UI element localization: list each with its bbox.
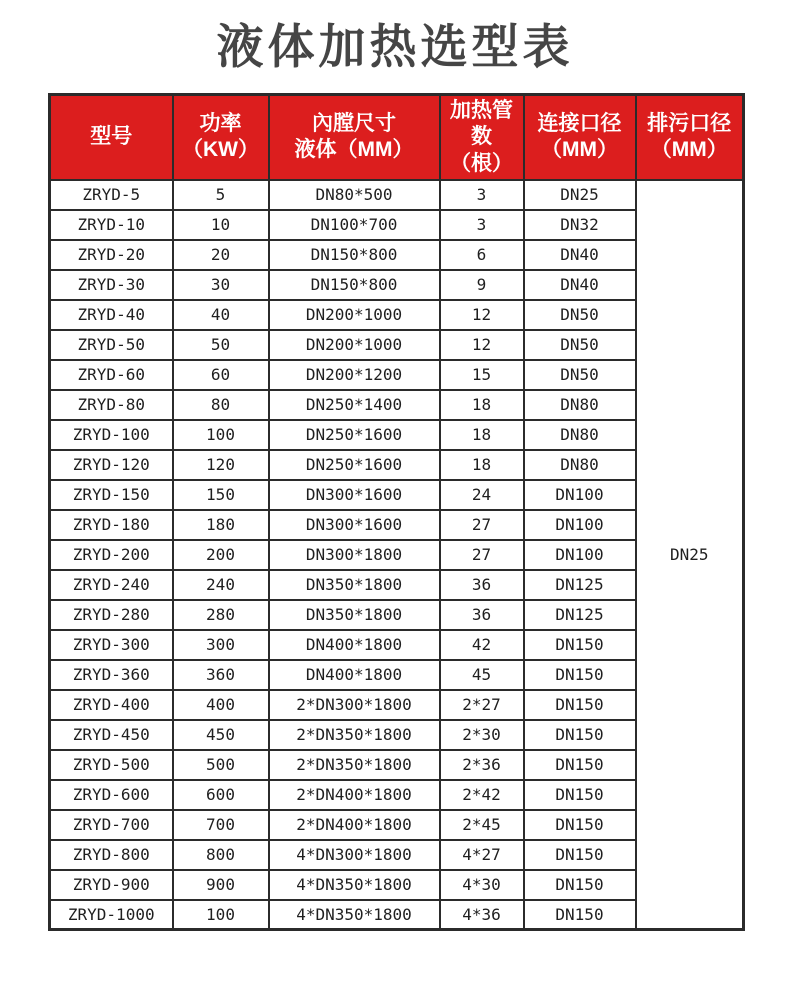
- cell-model: ZRYD-10: [50, 210, 173, 240]
- cell-power: 280: [173, 600, 269, 630]
- cell-power: 10: [173, 210, 269, 240]
- cell-inner-size: DN200*1200: [269, 360, 440, 390]
- cell-model: ZRYD-400: [50, 690, 173, 720]
- cell-connection: DN80: [524, 390, 636, 420]
- cell-tubes: 6: [440, 240, 524, 270]
- cell-power: 120: [173, 450, 269, 480]
- cell-model: ZRYD-280: [50, 600, 173, 630]
- cell-connection: DN80: [524, 420, 636, 450]
- cell-connection: DN150: [524, 900, 636, 930]
- cell-inner-size: DN300*1600: [269, 510, 440, 540]
- header-line: （MM）: [650, 138, 728, 162]
- cell-inner-size: DN200*1000: [269, 330, 440, 360]
- cell-tubes: 2*30: [440, 720, 524, 750]
- cell-inner-size: DN350*1800: [269, 570, 440, 600]
- cell-model: ZRYD-5: [50, 180, 173, 210]
- cell-model: ZRYD-900: [50, 870, 173, 900]
- cell-power: 60: [173, 360, 269, 390]
- header-cell-inner-size: [269, 95, 440, 180]
- cell-tubes: 12: [440, 330, 524, 360]
- cell-power: 30: [173, 270, 269, 300]
- header-line: 功率: [199, 112, 242, 136]
- cell-inner-size: 2*DN350*1800: [269, 750, 440, 780]
- cell-inner-size: DN80*500: [269, 180, 440, 210]
- cell-connection: DN125: [524, 600, 636, 630]
- cell-connection: DN150: [524, 840, 636, 870]
- cell-model: ZRYD-450: [50, 720, 173, 750]
- cell-tubes: 2*42: [440, 780, 524, 810]
- cell-tubes: 2*45: [440, 810, 524, 840]
- cell-connection: DN40: [524, 270, 636, 300]
- spec-table-head: [50, 95, 744, 180]
- cell-power: 5: [173, 180, 269, 210]
- cell-inner-size: DN150*800: [269, 240, 440, 270]
- header-line: 型号: [90, 125, 133, 149]
- cell-connection: DN125: [524, 570, 636, 600]
- cell-model: ZRYD-50: [50, 330, 173, 360]
- cell-connection: DN150: [524, 750, 636, 780]
- cell-connection: DN150: [524, 720, 636, 750]
- cell-connection: DN50: [524, 300, 636, 330]
- cell-tubes: 27: [440, 510, 524, 540]
- cell-inner-size: DN400*1800: [269, 660, 440, 690]
- cell-inner-size: 4*DN350*1800: [269, 900, 440, 930]
- cell-power: 20: [173, 240, 269, 270]
- cell-tubes: 36: [440, 600, 524, 630]
- cell-power: 240: [173, 570, 269, 600]
- cell-model: ZRYD-180: [50, 510, 173, 540]
- header-row: [50, 95, 744, 180]
- cell-model: ZRYD-800: [50, 840, 173, 870]
- cell-inner-size: DN200*1000: [269, 300, 440, 330]
- cell-model: ZRYD-1000: [50, 900, 173, 930]
- header-line: 內膛尺寸: [312, 112, 396, 136]
- cell-tubes: 2*36: [440, 750, 524, 780]
- cell-inner-size: 2*DN300*1800: [269, 690, 440, 720]
- cell-tubes: 45: [440, 660, 524, 690]
- cell-tubes: 4*36: [440, 900, 524, 930]
- header-cell-model: [50, 95, 173, 180]
- cell-tubes: 36: [440, 570, 524, 600]
- cell-power: 450: [173, 720, 269, 750]
- cell-tubes: 27: [440, 540, 524, 570]
- header-cell-power: [173, 95, 269, 180]
- cell-model: ZRYD-30: [50, 270, 173, 300]
- cell-inner-size: DN150*800: [269, 270, 440, 300]
- header-line: 液体（MM）: [294, 138, 414, 162]
- header-cell-drain: [636, 95, 744, 180]
- cell-inner-size: DN350*1800: [269, 600, 440, 630]
- cell-inner-size: DN300*1600: [269, 480, 440, 510]
- cell-model: ZRYD-60: [50, 360, 173, 390]
- cell-tubes: 3: [440, 210, 524, 240]
- cell-inner-size: DN250*1600: [269, 450, 440, 480]
- cell-connection: DN100: [524, 480, 636, 510]
- cell-power: 300: [173, 630, 269, 660]
- cell-connection: DN100: [524, 540, 636, 570]
- cell-power: 80: [173, 390, 269, 420]
- cell-model: ZRYD-300: [50, 630, 173, 660]
- cell-connection: DN50: [524, 360, 636, 390]
- cell-model: ZRYD-500: [50, 750, 173, 780]
- cell-tubes: 4*27: [440, 840, 524, 870]
- cell-model: ZRYD-80: [50, 390, 173, 420]
- cell-tubes: 15: [440, 360, 524, 390]
- cell-connection: DN50: [524, 330, 636, 360]
- cell-inner-size: 4*DN350*1800: [269, 870, 440, 900]
- cell-model: ZRYD-40: [50, 300, 173, 330]
- header-line: （根）: [450, 151, 513, 175]
- cell-model: ZRYD-120: [50, 450, 173, 480]
- cell-model: ZRYD-240: [50, 570, 173, 600]
- header-line: 排污口径: [647, 112, 732, 136]
- cell-tubes: 42: [440, 630, 524, 660]
- cell-connection: DN25: [524, 180, 636, 210]
- cell-drain-merged: DN25: [636, 180, 744, 930]
- cell-connection: DN150: [524, 630, 636, 660]
- cell-model: ZRYD-150: [50, 480, 173, 510]
- cell-model: ZRYD-600: [50, 780, 173, 810]
- cell-power: 700: [173, 810, 269, 840]
- cell-tubes: 3: [440, 180, 524, 210]
- cell-model: ZRYD-360: [50, 660, 173, 690]
- cell-power: 100: [173, 900, 269, 930]
- cell-inner-size: 2*DN400*1800: [269, 810, 440, 840]
- spec-table: [48, 93, 745, 931]
- cell-inner-size: DN250*1400: [269, 390, 440, 420]
- cell-tubes: 12: [440, 300, 524, 330]
- cell-inner-size: DN250*1600: [269, 420, 440, 450]
- cell-power: 100: [173, 420, 269, 450]
- cell-tubes: 18: [440, 390, 524, 420]
- cell-power: 800: [173, 840, 269, 870]
- cell-inner-size: DN300*1800: [269, 540, 440, 570]
- cell-power: 50: [173, 330, 269, 360]
- cell-power: 600: [173, 780, 269, 810]
- cell-inner-size: DN400*1800: [269, 630, 440, 660]
- cell-connection: DN32: [524, 210, 636, 240]
- cell-power: 150: [173, 480, 269, 510]
- cell-power: 200: [173, 540, 269, 570]
- cell-power: 500: [173, 750, 269, 780]
- cell-connection: DN150: [524, 690, 636, 720]
- cell-tubes: 18: [440, 420, 524, 450]
- header-cell-tube-count: [440, 95, 524, 180]
- spec-table-body: [50, 180, 744, 930]
- cell-connection: DN150: [524, 870, 636, 900]
- cell-inner-size: 4*DN300*1800: [269, 840, 440, 870]
- cell-connection: DN150: [524, 780, 636, 810]
- cell-tubes: 4*30: [440, 870, 524, 900]
- cell-power: 180: [173, 510, 269, 540]
- header-line: 连接口径: [537, 112, 622, 136]
- cell-inner-size: 2*DN400*1800: [269, 780, 440, 810]
- cell-power: 360: [173, 660, 269, 690]
- header-line: 加热管数: [450, 99, 513, 149]
- cell-tubes: 9: [440, 270, 524, 300]
- table-row: [50, 180, 744, 210]
- header-line: （MM）: [541, 138, 618, 162]
- cell-inner-size: 2*DN350*1800: [269, 720, 440, 750]
- cell-tubes: 24: [440, 480, 524, 510]
- cell-connection: DN150: [524, 810, 636, 840]
- cell-connection: DN100: [524, 510, 636, 540]
- cell-power: 40: [173, 300, 269, 330]
- cell-inner-size: DN100*700: [269, 210, 440, 240]
- page-title: 液体加热选型表: [216, 20, 574, 73]
- cell-power: 900: [173, 870, 269, 900]
- header-cell-connection: [524, 95, 636, 180]
- cell-power: 400: [173, 690, 269, 720]
- cell-model: ZRYD-20: [50, 240, 173, 270]
- cell-connection: DN150: [524, 660, 636, 690]
- cell-connection: DN40: [524, 240, 636, 270]
- cell-model: ZRYD-700: [50, 810, 173, 840]
- cell-connection: DN80: [524, 450, 636, 480]
- cell-tubes: 2*27: [440, 690, 524, 720]
- cell-model: ZRYD-100: [50, 420, 173, 450]
- cell-model: ZRYD-200: [50, 540, 173, 570]
- header-line: （KW）: [182, 138, 259, 162]
- cell-tubes: 18: [440, 450, 524, 480]
